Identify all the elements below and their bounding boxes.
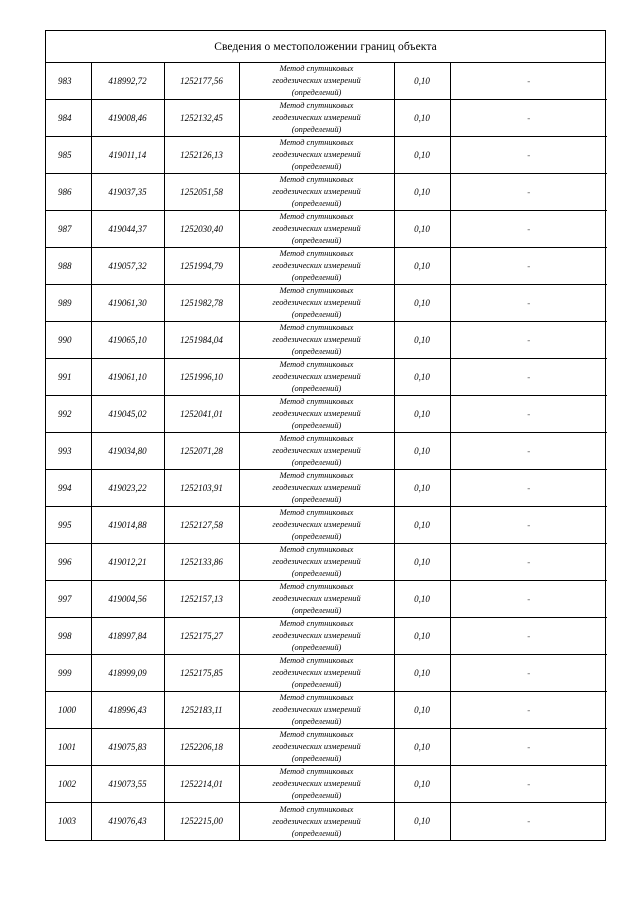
point-number-cell: 992 xyxy=(46,396,91,433)
method-text-line3: (определений) xyxy=(291,236,342,246)
method-cell xyxy=(239,396,394,433)
note-cell: - xyxy=(450,618,607,655)
x-coordinate-cell: 418996,43 xyxy=(91,692,164,729)
y-coordinate-cell: 1252175,27 xyxy=(164,618,239,655)
method-text-line3: (определений) xyxy=(291,643,342,653)
point-number-cell: 996 xyxy=(46,544,91,581)
coordinates-table-body xyxy=(46,63,607,840)
method-text-line1: Метод спутниковых xyxy=(279,360,354,370)
method-text-line1: Метод спутниковых xyxy=(279,767,354,777)
x-coordinate-cell: 419065,10 xyxy=(91,322,164,359)
method-text-line2: геодезических измерений xyxy=(272,224,361,234)
method-text-line1: Метод спутниковых xyxy=(279,730,354,740)
y-coordinate-cell: 1252041,01 xyxy=(164,396,239,433)
note-cell: - xyxy=(450,322,607,359)
accuracy-cell: 0,10 xyxy=(394,137,450,174)
method-cell xyxy=(239,322,394,359)
method-cell xyxy=(239,729,394,766)
method-text-line2: геодезических измерений xyxy=(272,520,361,530)
method-text-line1: Метод спутниковых xyxy=(279,656,354,666)
point-number-cell: 998 xyxy=(46,618,91,655)
method-cell xyxy=(239,100,394,137)
y-coordinate-cell: 1252183,11 xyxy=(164,692,239,729)
method-text-line1: Метод спутниковых xyxy=(279,619,354,629)
method-text-line2: геодезических измерений xyxy=(272,446,361,456)
note-cell: - xyxy=(450,248,607,285)
note-cell: - xyxy=(450,211,607,248)
x-coordinate-cell: 419076,43 xyxy=(91,803,164,840)
y-coordinate-cell: 1252071,28 xyxy=(164,433,239,470)
y-coordinate-cell: 1252132,45 xyxy=(164,100,239,137)
note-cell: - xyxy=(450,470,607,507)
page-title: Сведения о местоположении границ объекта xyxy=(46,31,605,63)
method-text-line1: Метод спутниковых xyxy=(279,471,354,481)
accuracy-cell: 0,10 xyxy=(394,507,450,544)
note-cell: - xyxy=(450,581,607,618)
point-number-cell: 993 xyxy=(46,433,91,470)
point-number-cell: 983 xyxy=(46,63,91,100)
table-row xyxy=(46,766,607,803)
note-cell: - xyxy=(450,396,607,433)
table-row xyxy=(46,618,607,655)
table-row xyxy=(46,581,607,618)
x-coordinate-cell: 418992,72 xyxy=(91,63,164,100)
method-text-line3: (определений) xyxy=(291,88,342,98)
point-number-cell: 995 xyxy=(46,507,91,544)
point-number-cell: 991 xyxy=(46,359,91,396)
point-number-cell: 1001 xyxy=(46,729,91,766)
note-cell: - xyxy=(450,100,607,137)
accuracy-cell: 0,10 xyxy=(394,285,450,322)
y-coordinate-cell: 1252126,13 xyxy=(164,137,239,174)
method-text-line3: (определений) xyxy=(291,791,342,801)
method-text-line2: геодезических измерений xyxy=(272,261,361,271)
note-cell: - xyxy=(450,174,607,211)
method-text-line3: (определений) xyxy=(291,458,342,468)
method-cell xyxy=(239,285,394,322)
method-text-line2: геодезических измерений xyxy=(272,557,361,567)
method-text-line3: (определений) xyxy=(291,347,342,357)
accuracy-cell: 0,10 xyxy=(394,581,450,618)
method-text-line1: Метод спутниковых xyxy=(279,101,354,111)
point-number-cell: 997 xyxy=(46,581,91,618)
table-row xyxy=(46,100,607,137)
x-coordinate-cell: 419011,14 xyxy=(91,137,164,174)
table-row xyxy=(46,655,607,692)
method-cell xyxy=(239,433,394,470)
method-text-line3: (определений) xyxy=(291,606,342,616)
table-row xyxy=(46,729,607,766)
method-text-line3: (определений) xyxy=(291,125,342,135)
method-text-line2: геодезических измерений xyxy=(272,187,361,197)
y-coordinate-cell: 1252133,86 xyxy=(164,544,239,581)
accuracy-cell: 0,10 xyxy=(394,766,450,803)
y-coordinate-cell: 1252157,13 xyxy=(164,581,239,618)
method-text-line1: Метод спутниковых xyxy=(279,582,354,592)
method-text-line2: геодезических измерений xyxy=(272,705,361,715)
method-text-line1: Метод спутниковых xyxy=(279,323,354,333)
method-text-line3: (определений) xyxy=(291,569,342,579)
method-text-line1: Метод спутниковых xyxy=(279,545,354,555)
method-text-line2: геодезических измерений xyxy=(272,742,361,752)
method-text-line1: Метод спутниковых xyxy=(279,249,354,259)
y-coordinate-cell: 1252214,01 xyxy=(164,766,239,803)
method-text-line2: геодезических измерений xyxy=(272,76,361,86)
method-text-line3: (определений) xyxy=(291,717,342,727)
method-text-line1: Метод спутниковых xyxy=(279,286,354,296)
y-coordinate-cell: 1251994,79 xyxy=(164,248,239,285)
accuracy-cell: 0,10 xyxy=(394,211,450,248)
point-number-cell: 987 xyxy=(46,211,91,248)
table-row xyxy=(46,248,607,285)
point-number-cell: 988 xyxy=(46,248,91,285)
note-cell: - xyxy=(450,729,607,766)
table-row xyxy=(46,544,607,581)
note-cell: - xyxy=(450,507,607,544)
note-cell: - xyxy=(450,655,607,692)
table-row xyxy=(46,433,607,470)
accuracy-cell: 0,10 xyxy=(394,63,450,100)
point-number-cell: 986 xyxy=(46,174,91,211)
method-text-line2: геодезических измерений xyxy=(272,113,361,123)
note-cell: - xyxy=(450,63,607,100)
y-coordinate-cell: 1252175,85 xyxy=(164,655,239,692)
method-cell xyxy=(239,692,394,729)
method-text-line2: геодезических измерений xyxy=(272,779,361,789)
y-coordinate-cell: 1252215,00 xyxy=(164,803,239,840)
method-text-line2: геодезических измерений xyxy=(272,668,361,678)
method-text-line1: Метод спутниковых xyxy=(279,212,354,222)
accuracy-cell: 0,10 xyxy=(394,174,450,211)
point-number-cell: 994 xyxy=(46,470,91,507)
method-text-line3: (определений) xyxy=(291,384,342,394)
method-cell xyxy=(239,544,394,581)
accuracy-cell: 0,10 xyxy=(394,433,450,470)
table-row xyxy=(46,470,607,507)
x-coordinate-cell: 419012,21 xyxy=(91,544,164,581)
table-row xyxy=(46,507,607,544)
method-text-line1: Метод спутниковых xyxy=(279,804,354,814)
method-text-line2: геодезических измерений xyxy=(272,816,361,826)
method-text-line2: геодезических измерений xyxy=(272,409,361,419)
method-text-line3: (определений) xyxy=(291,828,342,838)
table-row xyxy=(46,359,607,396)
table-row xyxy=(46,396,607,433)
note-cell: - xyxy=(450,544,607,581)
point-number-cell: 999 xyxy=(46,655,91,692)
method-text-line1: Метод спутниковых xyxy=(279,508,354,518)
method-cell xyxy=(239,766,394,803)
method-text-line1: Метод спутниковых xyxy=(279,175,354,185)
method-text-line3: (определений) xyxy=(291,310,342,320)
x-coordinate-cell: 419014,88 xyxy=(91,507,164,544)
y-coordinate-cell: 1252127,58 xyxy=(164,507,239,544)
method-text-line3: (определений) xyxy=(291,162,342,172)
x-coordinate-cell: 419044,37 xyxy=(91,211,164,248)
note-cell: - xyxy=(450,692,607,729)
x-coordinate-cell: 419034,80 xyxy=(91,433,164,470)
point-number-cell: 985 xyxy=(46,137,91,174)
y-coordinate-cell: 1252103,91 xyxy=(164,470,239,507)
x-coordinate-cell: 419061,10 xyxy=(91,359,164,396)
table-row xyxy=(46,692,607,729)
point-number-cell: 1000 xyxy=(46,692,91,729)
method-cell xyxy=(239,359,394,396)
coordinates-table xyxy=(46,63,607,840)
table-row xyxy=(46,137,607,174)
x-coordinate-cell: 418999,09 xyxy=(91,655,164,692)
method-text-line2: геодезических измерений xyxy=(272,150,361,160)
accuracy-cell: 0,10 xyxy=(394,248,450,285)
method-text-line2: геодезических измерений xyxy=(272,594,361,604)
accuracy-cell: 0,10 xyxy=(394,322,450,359)
y-coordinate-cell: 1252030,40 xyxy=(164,211,239,248)
method-text-line1: Метод спутниковых xyxy=(279,397,354,407)
y-coordinate-cell: 1252051,58 xyxy=(164,174,239,211)
note-cell: - xyxy=(527,816,531,827)
method-cell xyxy=(239,248,394,285)
point-number-cell: 1003 xyxy=(46,803,91,840)
method-text-line3: (определений) xyxy=(291,754,342,764)
method-text-line1: Метод спутниковых xyxy=(279,64,354,74)
note-cell: - xyxy=(450,433,607,470)
point-number-cell: 984 xyxy=(46,100,91,137)
x-coordinate-cell: 419004,56 xyxy=(91,581,164,618)
point-number-cell: 1002 xyxy=(46,766,91,803)
method-cell xyxy=(239,581,394,618)
note-cell: - xyxy=(450,766,607,803)
note-cell: - xyxy=(450,359,607,396)
method-cell xyxy=(239,655,394,692)
boundary-coordinates-sheet xyxy=(45,30,606,841)
method-cell xyxy=(239,174,394,211)
x-coordinate-cell: 419073,55 xyxy=(91,766,164,803)
method-text-line2: геодезических измерений xyxy=(272,335,361,345)
method-text-line2: геодезических измерений xyxy=(272,483,361,493)
method-text-line2: геодезических измерений xyxy=(272,298,361,308)
method-text-line3: (определений) xyxy=(291,495,342,505)
x-coordinate-cell: 419037,35 xyxy=(91,174,164,211)
x-coordinate-cell: 419008,46 xyxy=(91,100,164,137)
table-row xyxy=(46,63,607,100)
y-coordinate-cell: 1251996,10 xyxy=(164,359,239,396)
method-cell xyxy=(239,470,394,507)
y-coordinate-cell: 1251982,78 xyxy=(164,285,239,322)
x-coordinate-cell: 419075,83 xyxy=(91,729,164,766)
x-coordinate-cell: 419061,30 xyxy=(91,285,164,322)
method-text-line3: (определений) xyxy=(291,273,342,283)
method-text-line3: (определений) xyxy=(291,680,342,690)
table-row xyxy=(46,285,607,322)
accuracy-cell: 0,10 xyxy=(394,803,450,840)
y-coordinate-cell: 1251984,04 xyxy=(164,322,239,359)
table-row xyxy=(46,803,607,840)
y-coordinate-cell: 1252177,56 xyxy=(164,63,239,100)
accuracy-cell: 0,10 xyxy=(394,544,450,581)
accuracy-cell: 0,10 xyxy=(394,729,450,766)
method-cell xyxy=(239,137,394,174)
method-cell xyxy=(239,507,394,544)
table-row xyxy=(46,322,607,359)
method-cell xyxy=(239,63,394,100)
table-row xyxy=(46,211,607,248)
y-coordinate-cell: 1252206,18 xyxy=(164,729,239,766)
method-cell xyxy=(239,618,394,655)
method-cell xyxy=(239,211,394,248)
point-number-cell: 989 xyxy=(46,285,91,322)
method-cell xyxy=(239,803,394,840)
method-text-line3: (определений) xyxy=(291,532,342,542)
accuracy-cell: 0,10 xyxy=(394,100,450,137)
accuracy-cell: 0,10 xyxy=(394,692,450,729)
method-text-line2: геодезических измерений xyxy=(272,631,361,641)
accuracy-cell: 0,10 xyxy=(394,655,450,692)
accuracy-cell: 0,10 xyxy=(394,470,450,507)
table-row xyxy=(46,174,607,211)
x-coordinate-cell: 419045,02 xyxy=(91,396,164,433)
accuracy-cell: 0,10 xyxy=(394,396,450,433)
x-coordinate-cell: 419023,22 xyxy=(91,470,164,507)
note-cell: - xyxy=(450,137,607,174)
accuracy-cell: 0,10 xyxy=(394,359,450,396)
note-cell: - xyxy=(450,285,607,322)
method-text-line1: Метод спутниковых xyxy=(279,693,354,703)
x-coordinate-cell: 419057,32 xyxy=(91,248,164,285)
method-text-line1: Метод спутниковых xyxy=(279,138,354,148)
point-number-cell: 990 xyxy=(46,322,91,359)
method-text-line3: (определений) xyxy=(291,199,342,209)
x-coordinate-cell: 418997,84 xyxy=(91,618,164,655)
method-text-line3: (определений) xyxy=(291,421,342,431)
method-text-line1: Метод спутниковых xyxy=(279,434,354,444)
accuracy-cell: 0,10 xyxy=(394,618,450,655)
method-text-line2: геодезических измерений xyxy=(272,372,361,382)
